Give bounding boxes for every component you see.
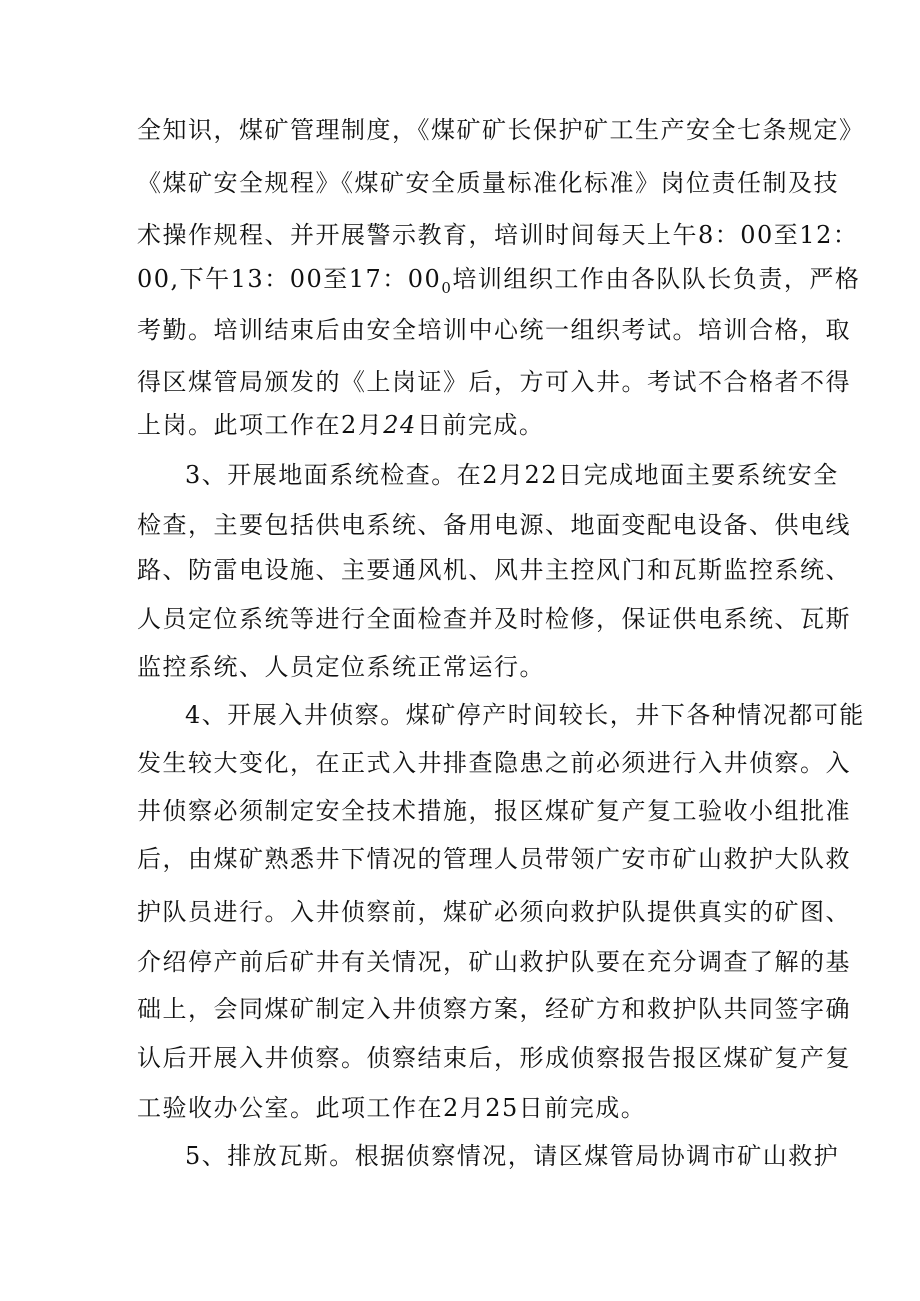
paragraph-3-heading-line: 3、开展地面系统检查。在2月22日完成地面主要系统安全: [185, 461, 839, 489]
text-line-with-italic: [137, 410, 817, 440]
text-line: 监控系统、人员定位系统正常运行。: [137, 653, 545, 681]
text-segment: 培训组织工作由各队队长负责，严格: [452, 265, 861, 293]
text-line: 路、防雷电设施、主要通风机、风井主控风门和瓦斯监控系统、: [137, 556, 851, 584]
text-line: 发生较大变化，在正式入井排查隐患之前必须进行入井侦察。入: [137, 749, 851, 777]
text-line: 护队员进行。入井侦察前，煤矿必须向救护队提供真实的矿图、: [137, 898, 851, 926]
text-line: 后，由煤矿熟悉井下情况的管理人员带领广安市矿山救护大队救: [137, 845, 851, 873]
text-line: 得区煤管局颁发的《上岗证》后，方可入井。考试不合格者不得: [137, 368, 851, 396]
subscript-mark: 0: [441, 279, 453, 297]
paragraph-4-heading-line: 4、开展入井侦察。煤矿停产时间较长，井下各种情况都可能: [185, 701, 865, 729]
text-line: 认后开展入井侦察。侦察结束后，形成侦察报告报区煤矿复产复: [137, 1044, 851, 1072]
text-line: 工验收办公室。此项工作在2月25日前完成。: [137, 1094, 647, 1122]
text-segment: 上岗。此项工作在2月: [137, 411, 384, 439]
text-line-with-subscript: [137, 264, 861, 297]
text-line: 础上，会同煤矿制定入井侦察方案，经矿方和救护队共同签字确: [137, 995, 851, 1023]
paragraph-5-heading-line: 5、排放瓦斯。根据侦察情况，请区煤管局协调市矿山救护: [185, 1142, 840, 1170]
italic-number: 24: [383, 411, 417, 439]
text-segment: 日前完成。: [416, 411, 545, 439]
text-line: 检查，主要包括供电系统、备用电源、地面变配电设备、供电线: [137, 511, 851, 539]
text-line: 考勤。培训结束后由安全培训中心统一组织考试。培训合格，取: [137, 316, 851, 344]
text-line: 人员定位系统等进行全面检查并及时检修，保证供电系统、瓦斯: [137, 605, 851, 633]
text-line: 介绍停产前后矿井有关情况，矿山救护队要在充分调查了解的基: [137, 948, 851, 976]
text-line: 《煤矿安全规程》《煤矿安全质量标准化标准》岗位责任制及技: [137, 169, 839, 197]
text-segment: 00,下午13：00至17：00: [137, 265, 442, 293]
text-line: 术操作规程、并开展警示教育，培训时间每天上午8：00至12：: [137, 221, 859, 249]
text-line: 井侦察必须制定安全技术措施，报区煤矿复产复工验收小组批准: [137, 797, 851, 825]
text-line: 全知识，煤矿管理制度，《煤矿矿长保护矿工生产安全七条规定》: [137, 116, 865, 144]
